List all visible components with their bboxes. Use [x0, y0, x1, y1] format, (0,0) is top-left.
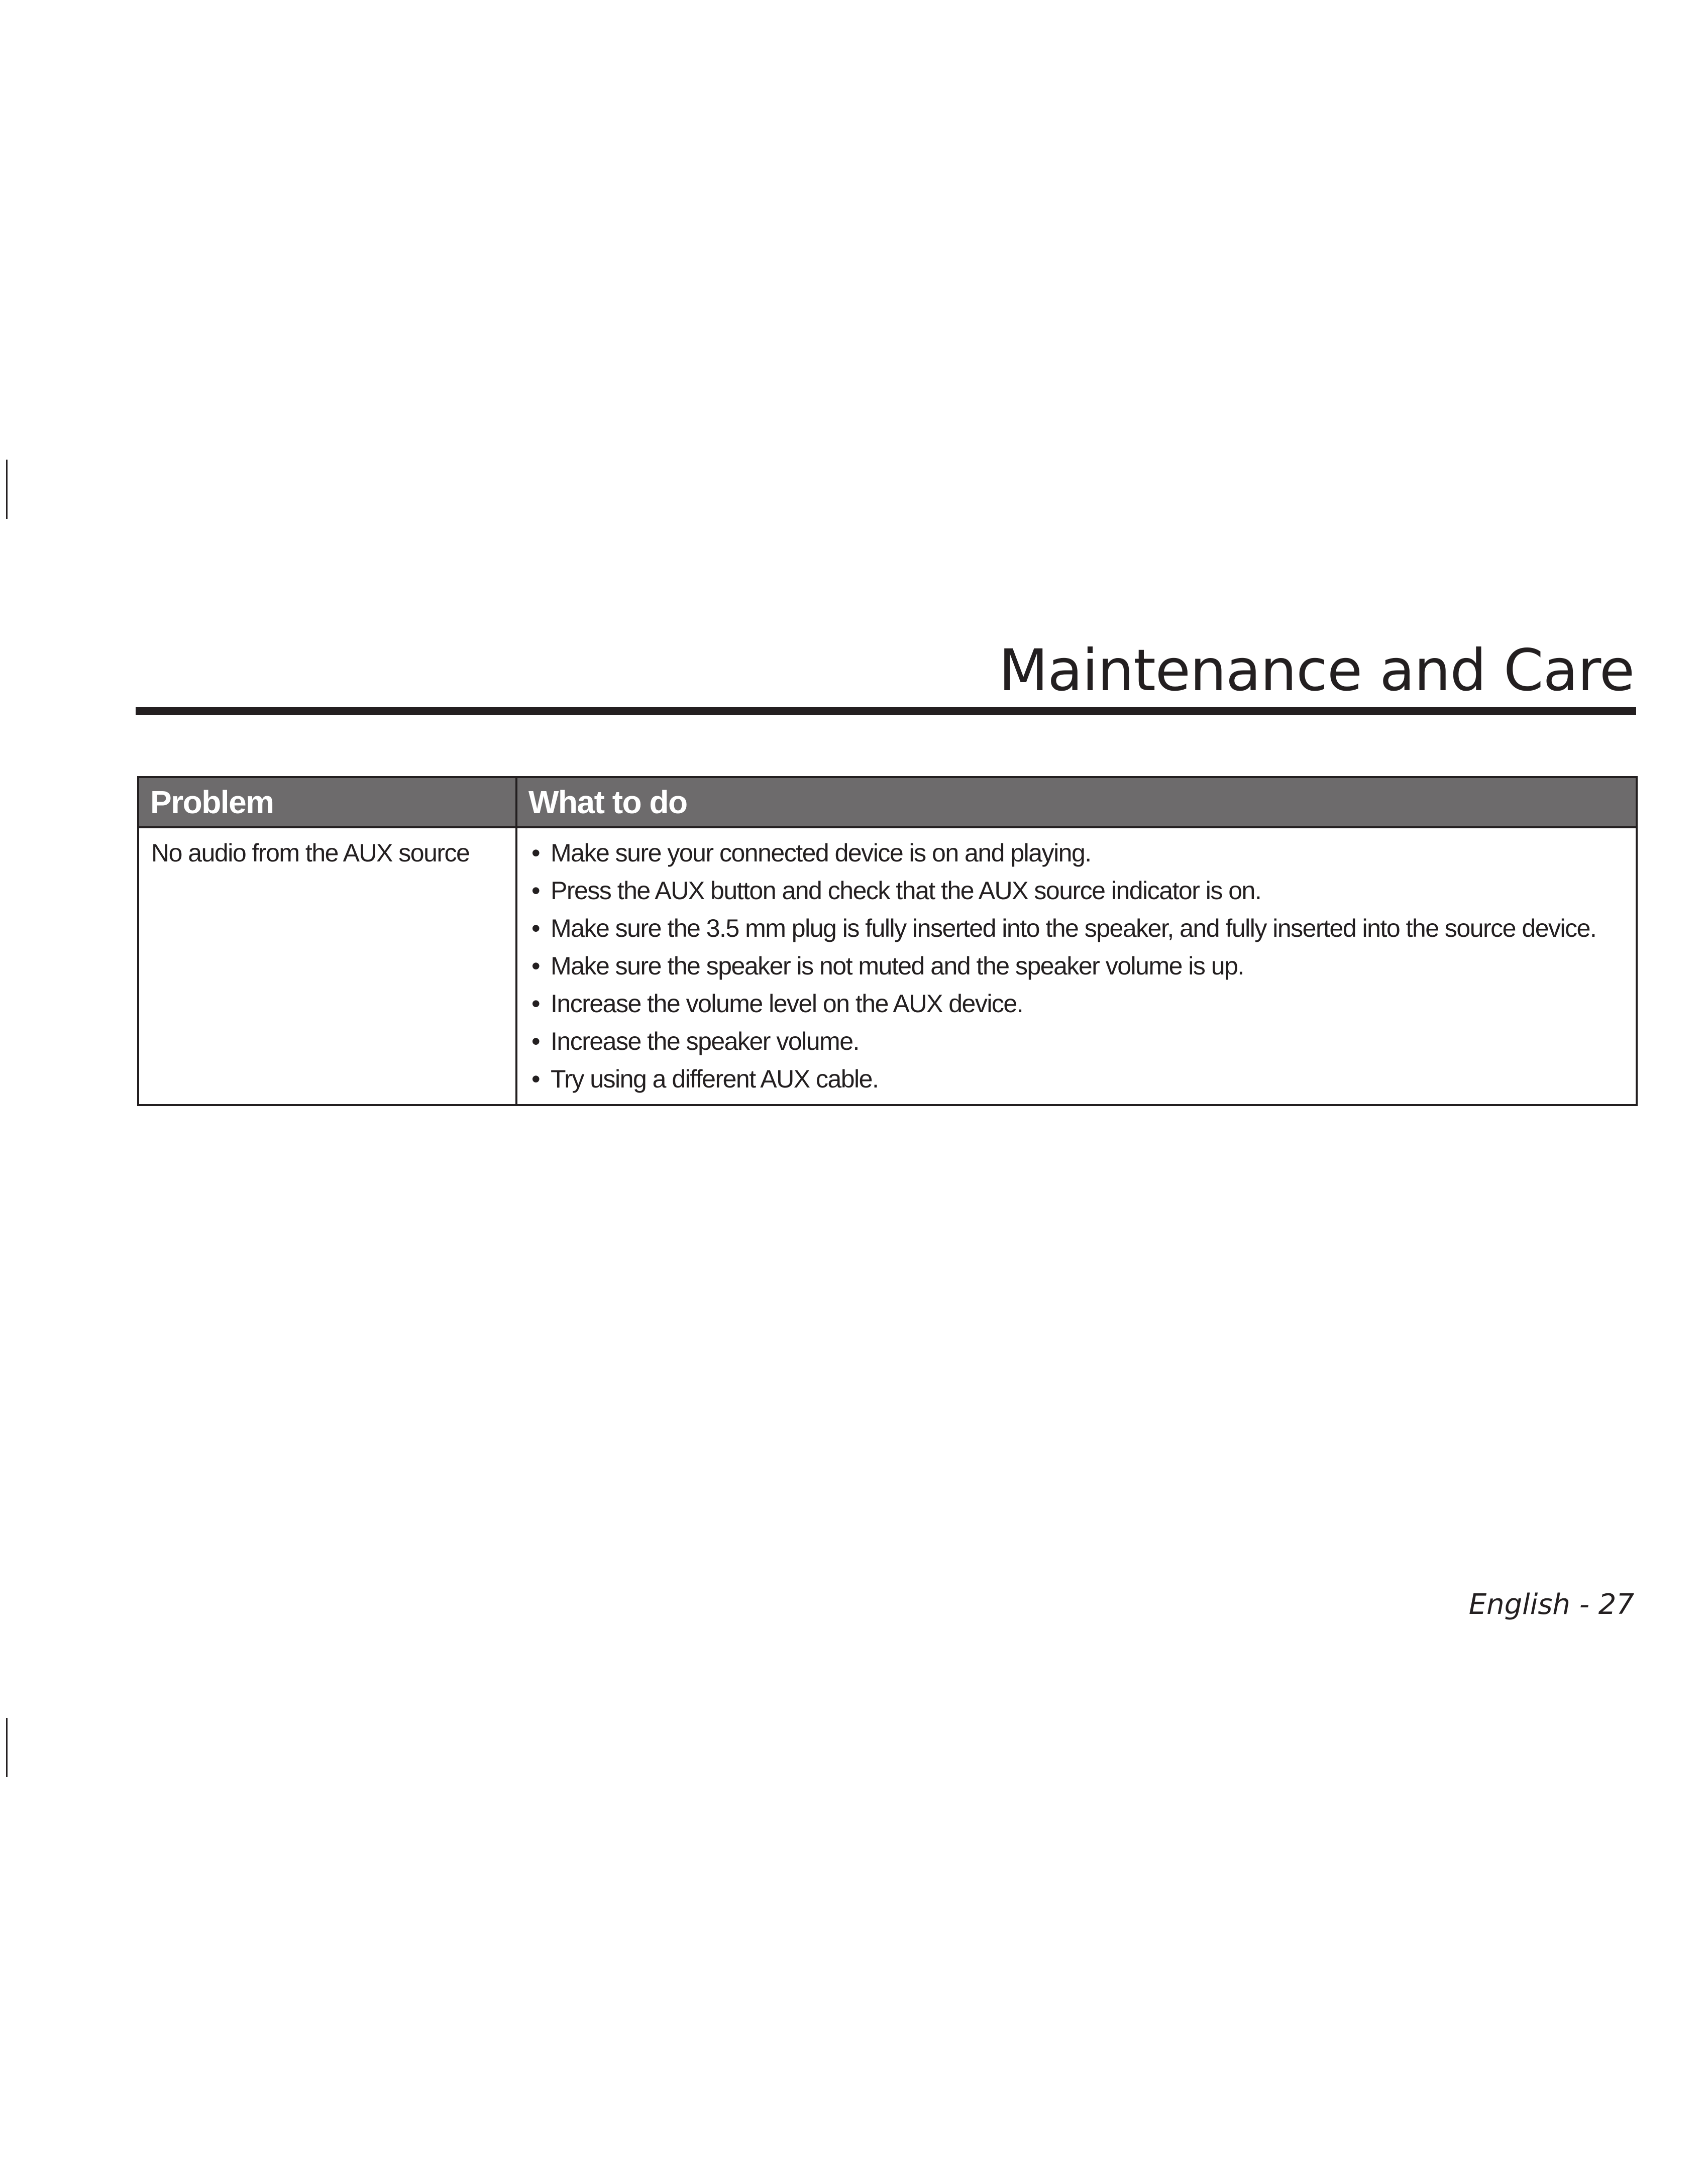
troubleshooting-table — [137, 776, 1638, 1106]
solution-step: • Try using a different AUX cable. — [529, 1060, 1625, 1098]
solution-step: • Make sure the 3.5 mm plug is fully inserted into the speaker, and fully inserted into the source device. — [529, 910, 1625, 947]
table-header-row — [138, 777, 1637, 827]
column-header-what-to-do: What to do — [516, 777, 1637, 827]
column-header-problem: Problem — [138, 777, 516, 827]
solution-step: • Make sure the speaker is not muted and the speaker volume is up. — [529, 947, 1625, 985]
title-rule — [136, 707, 1636, 715]
solution-step: • Press the AUX button and check that the AUX source indicator is on. — [529, 872, 1625, 910]
solution-step: • Increase the speaker volume. — [529, 1023, 1625, 1060]
solution-list — [529, 834, 1625, 1098]
solution-cell — [516, 827, 1637, 1105]
solution-step: • Make sure your connected device is on and playing. — [529, 834, 1625, 872]
solution-step: • Increase the volume level on the AUX device. — [529, 985, 1625, 1023]
problem-cell: No audio from the AUX source — [138, 827, 516, 1105]
page-title: Maintenance and Care — [998, 637, 1634, 704]
page-number: English - 27 — [1468, 1588, 1634, 1621]
crop-mark-top — [6, 460, 8, 519]
crop-mark-bottom — [6, 1718, 8, 1777]
table-row — [138, 827, 1637, 1105]
